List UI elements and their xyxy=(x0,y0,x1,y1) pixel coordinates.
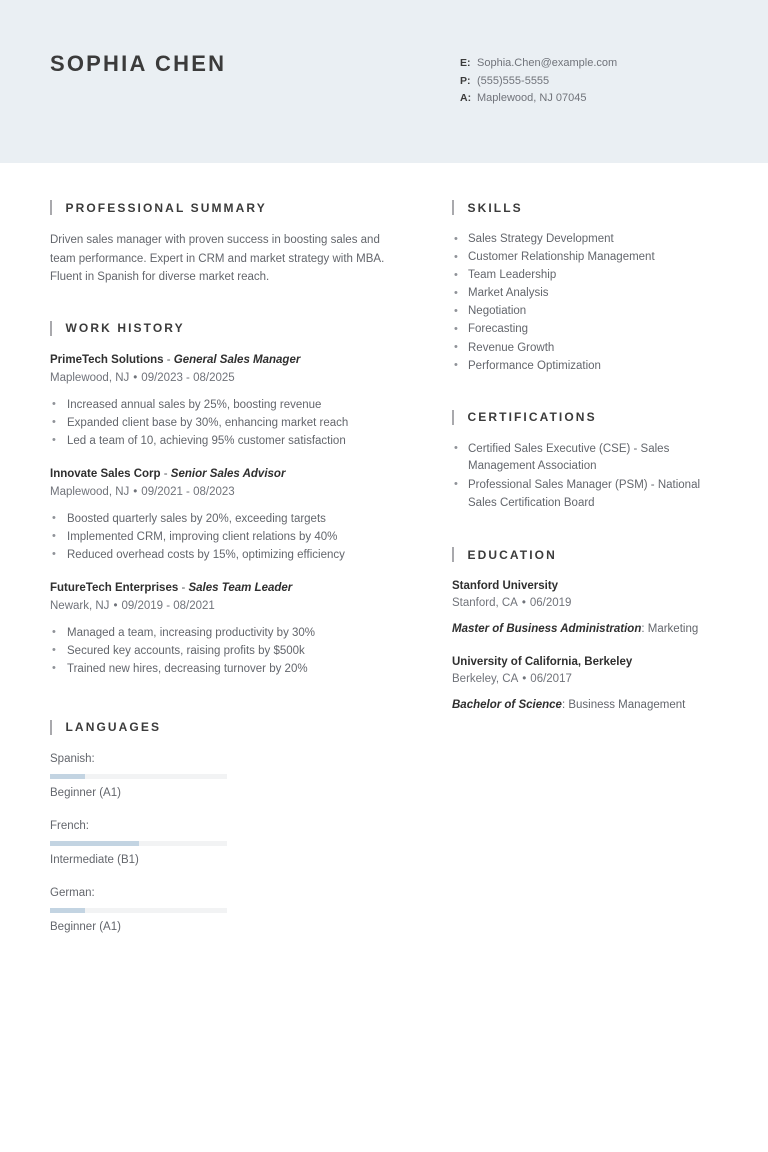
list-item: • Customer Relationship Management xyxy=(452,249,718,267)
education-degree-line xyxy=(452,621,718,638)
work-location: Newark, NJ xyxy=(50,599,110,612)
language-level: Beginner (A1) xyxy=(50,786,121,799)
list-item: • Expanded client base by 30%, enhancing market reach xyxy=(50,414,432,432)
list-item: • Boosted quarterly sales by 20%, exceeding targets xyxy=(50,510,432,528)
work-role: General Sales Manager xyxy=(173,353,301,366)
work-entry xyxy=(50,580,432,678)
section-heading-certifications xyxy=(452,410,718,425)
section-title-label: PROFESSIONAL SUMMARY xyxy=(65,200,267,215)
language-level: Intermediate (B1) xyxy=(50,853,139,866)
resume-body xyxy=(0,163,768,952)
section-heading-work-history xyxy=(50,321,432,336)
accent-bar-icon xyxy=(50,200,52,215)
section-languages xyxy=(50,720,432,952)
work-company: PrimeTech Solutions xyxy=(50,353,164,366)
language-progress-track xyxy=(50,841,227,846)
contact-row-address xyxy=(460,90,617,108)
section-title-label: SKILLS xyxy=(467,200,523,215)
work-dates: 09/2023 - 08/2025 xyxy=(141,371,235,384)
list-item: • Increased annual sales by 25%, boosting revenue xyxy=(50,396,432,414)
work-entry-title xyxy=(50,466,432,483)
bullet-separator-icon: • xyxy=(522,673,527,686)
work-entry xyxy=(50,352,432,450)
list-item: • Negotiation xyxy=(452,303,718,321)
contact-value-phone[interactable]: (555)555-5555 xyxy=(477,74,550,87)
list-item: • Secured key accounts, raising profits by $500k xyxy=(50,642,432,660)
work-separator: - xyxy=(163,353,174,366)
list-item: • Trained new hires, decreasing turnover by 20% xyxy=(50,660,432,678)
list-item: • Managed a team, increasing productivity by 30% xyxy=(50,624,432,642)
section-certifications xyxy=(452,410,718,512)
section-title-label: LANGUAGES xyxy=(65,720,162,734)
work-entry-meta xyxy=(50,598,432,615)
education-date: 06/2017 xyxy=(530,673,572,686)
list-item: • Performance Optimization xyxy=(452,358,718,376)
contact-value-email[interactable]: Sophia.Chen@example.com xyxy=(477,57,618,69)
spacer xyxy=(452,376,718,410)
right-column xyxy=(432,163,718,730)
list-item: • Forecasting xyxy=(452,321,718,339)
education-date: 06/2019 xyxy=(529,597,572,610)
contact-label-email: E: xyxy=(460,57,471,69)
contact-info xyxy=(460,52,617,108)
work-entry xyxy=(50,466,432,564)
list-item: • Certified Sales Executive (CSE) - Sales Management Association xyxy=(452,441,718,476)
accent-bar-icon xyxy=(50,321,52,336)
contact-row-phone xyxy=(460,73,617,91)
work-bullet-list xyxy=(50,510,432,564)
bullet-separator-icon: • xyxy=(113,599,118,612)
language-item-french xyxy=(50,818,245,869)
section-heading-professional-summary xyxy=(50,200,432,215)
language-progress-fill xyxy=(50,908,85,913)
work-bullet-list xyxy=(50,396,432,450)
language-name: Spanish: xyxy=(50,752,95,765)
education-meta xyxy=(452,595,718,612)
education-entry xyxy=(452,654,718,714)
education-location: Stanford, CA xyxy=(452,597,518,610)
language-grid xyxy=(50,751,435,952)
education-school: Stanford University xyxy=(452,580,559,593)
education-degree: Master of Business Administration xyxy=(452,623,642,636)
work-location: Maplewood, NJ xyxy=(50,485,130,498)
list-item: • Sales Strategy Development xyxy=(452,231,718,249)
work-location: Maplewood, NJ xyxy=(50,371,130,384)
accent-bar-icon xyxy=(50,720,52,735)
language-item-spanish xyxy=(50,751,245,802)
accent-bar-icon xyxy=(452,547,454,562)
language-progress-track xyxy=(50,774,227,779)
section-title-label: WORK HISTORY xyxy=(65,321,185,335)
education-entry xyxy=(452,578,718,638)
work-company: FutureTech Enterprises xyxy=(50,581,179,594)
language-level: Beginner (A1) xyxy=(50,920,121,933)
section-title-label: EDUCATION xyxy=(467,547,557,562)
list-item: • Professional Sales Manager (PSM) - National Sales Certification Board xyxy=(452,477,718,512)
work-dates: 09/2021 - 08/2023 xyxy=(141,485,235,498)
certifications-list xyxy=(452,441,718,512)
list-item: • Implemented CRM, improving client relations by 40% xyxy=(50,528,432,546)
education-major: : Marketing xyxy=(641,623,699,636)
language-progress-fill xyxy=(50,841,139,846)
summary-paragraph: Driven sales manager with proven success in boosting sales and team performance. Expert in CRM and market strategy with MBA. Fluent in Spanish for diverse market reach. xyxy=(50,234,385,283)
work-company: Innovate Sales Corp xyxy=(50,467,161,480)
section-professional-summary xyxy=(50,200,432,287)
list-item: • Team Leadership xyxy=(452,267,718,285)
bullet-separator-icon: • xyxy=(521,597,526,610)
work-entry-meta xyxy=(50,370,432,387)
accent-bar-icon xyxy=(452,410,454,425)
bullet-separator-icon: • xyxy=(133,485,138,498)
contact-value-address: Maplewood, NJ 07045 xyxy=(477,92,587,104)
education-school: University of California, Berkeley xyxy=(452,656,633,669)
education-location: Berkeley, CA xyxy=(452,673,519,686)
section-heading-skills xyxy=(452,200,718,215)
spacer xyxy=(452,513,718,547)
left-column xyxy=(50,163,432,952)
work-dates: 09/2019 - 08/2021 xyxy=(121,599,215,612)
list-item: • Reduced overhead costs by 15%, optimizing efficiency xyxy=(50,546,432,564)
list-item: • Market Analysis xyxy=(452,285,718,303)
work-entry-title xyxy=(50,580,432,597)
work-role: Sales Team Leader xyxy=(188,581,293,594)
language-progress-fill xyxy=(50,774,85,779)
work-entry-title xyxy=(50,352,432,369)
work-entry-meta xyxy=(50,484,432,501)
language-progress-track xyxy=(50,908,227,913)
education-degree: Bachelor of Science xyxy=(452,699,562,712)
section-heading-education xyxy=(452,547,718,562)
education-major: : Business Management xyxy=(561,699,686,712)
section-skills xyxy=(452,200,718,375)
language-item-german xyxy=(50,885,245,936)
spacer xyxy=(50,694,432,720)
list-item: • Led a team of 10, achieving 95% customer satisfaction xyxy=(50,432,432,450)
contact-row-email xyxy=(460,55,617,73)
work-separator: - xyxy=(160,467,171,480)
education-degree-line xyxy=(452,697,718,714)
section-work-history xyxy=(50,321,432,678)
language-name: French: xyxy=(50,819,89,832)
skills-list xyxy=(452,231,718,375)
language-name: German: xyxy=(50,886,95,899)
education-meta xyxy=(452,671,718,688)
accent-bar-icon xyxy=(452,200,454,215)
section-heading-languages xyxy=(50,720,432,735)
spacer xyxy=(50,287,432,321)
work-separator: - xyxy=(178,581,189,594)
section-title-label: CERTIFICATIONS xyxy=(467,410,597,425)
section-education xyxy=(452,547,718,714)
contact-label-phone: P: xyxy=(460,74,471,87)
list-item: • Revenue Growth xyxy=(452,340,718,358)
contact-label-address: A: xyxy=(460,92,472,104)
bullet-separator-icon: • xyxy=(133,371,138,384)
work-bullet-list xyxy=(50,624,432,678)
page-title: SOPHIA CHEN xyxy=(50,51,227,76)
work-role: Senior Sales Advisor xyxy=(170,467,286,480)
resume-header xyxy=(0,0,768,163)
